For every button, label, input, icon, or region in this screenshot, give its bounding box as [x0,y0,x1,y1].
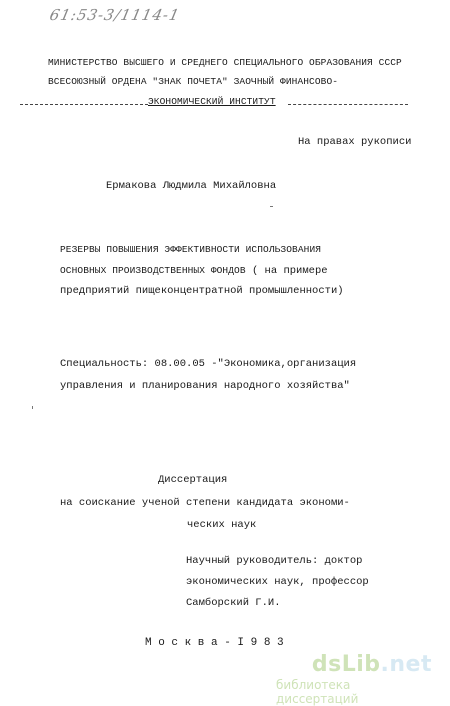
supervisor-line-3: Самборский Г.И. [186,597,281,609]
header-dash-left [20,104,148,105]
dslib-logo-tld: .net [380,652,432,677]
dslib-watermark [276,652,436,706]
specialty-line-1: Специальность: 08.00.05 -"Экономика,организация [60,358,357,370]
handwritten-archive-note: 61:53-3/1114-1 [48,6,182,24]
thesis-title-line-2-caps: ОСНОВНЫХ ПРОИЗВОДСТВЕННЫХ ФОНДОВ [60,265,246,276]
dslib-logo [312,652,432,677]
supervisor-line-1: Научный руководитель: доктор [186,555,363,567]
dslib-logo-main: dsLib [311,652,381,677]
scan-speck [32,406,33,409]
place-and-year: М о с к в а - I 9 8 3 [145,637,284,649]
degree-line-2: ческих наук [187,519,257,531]
rights-note: На правах рукописи [298,136,412,148]
supervisor-line-2: экономических наук, профессор [186,576,369,588]
institute-line-2: ЭКОНОМИЧЕСКИЙ ИНСТИТУТ [148,96,276,107]
dissertation-label: Диссертация [158,474,228,486]
specialty-line-2: управления и планирования народного хозяйства" [60,380,350,392]
degree-line-1: на соискание ученой степени кандидата экономи- [60,497,350,509]
thesis-title-line-1: РЕЗЕРВЫ ПОВЫШЕНИЯ ЭФФЕКТИВНОСТИ ИСПОЛЬЗОВАНИЯ [60,244,322,255]
author-name: Ермакова Людмила Михайловна [106,180,277,192]
ministry-line: МИНИСТЕРСТВО ВЫСШЕГО И СРЕДНЕГО СПЕЦИАЛЬНОГО ОБРАЗОВАНИЯ СССР [48,57,402,68]
institute-line: ВСЕСОЮЗНЫЙ ОРДЕНА "ЗНАК ПОЧЕТА" ЗАОЧНЫЙ ФИНАНСОВО- [48,76,339,87]
scan-speck [270,206,273,207]
thesis-title-line-3: предприятий пищеконцентратной промышленности) [60,285,344,297]
thesis-title-line-2 [60,264,328,278]
thesis-title-line-2-rest: ( на примере [251,265,328,277]
header-dash-right [288,104,408,105]
dslib-caption: библиотека диссертаций [276,678,359,706]
